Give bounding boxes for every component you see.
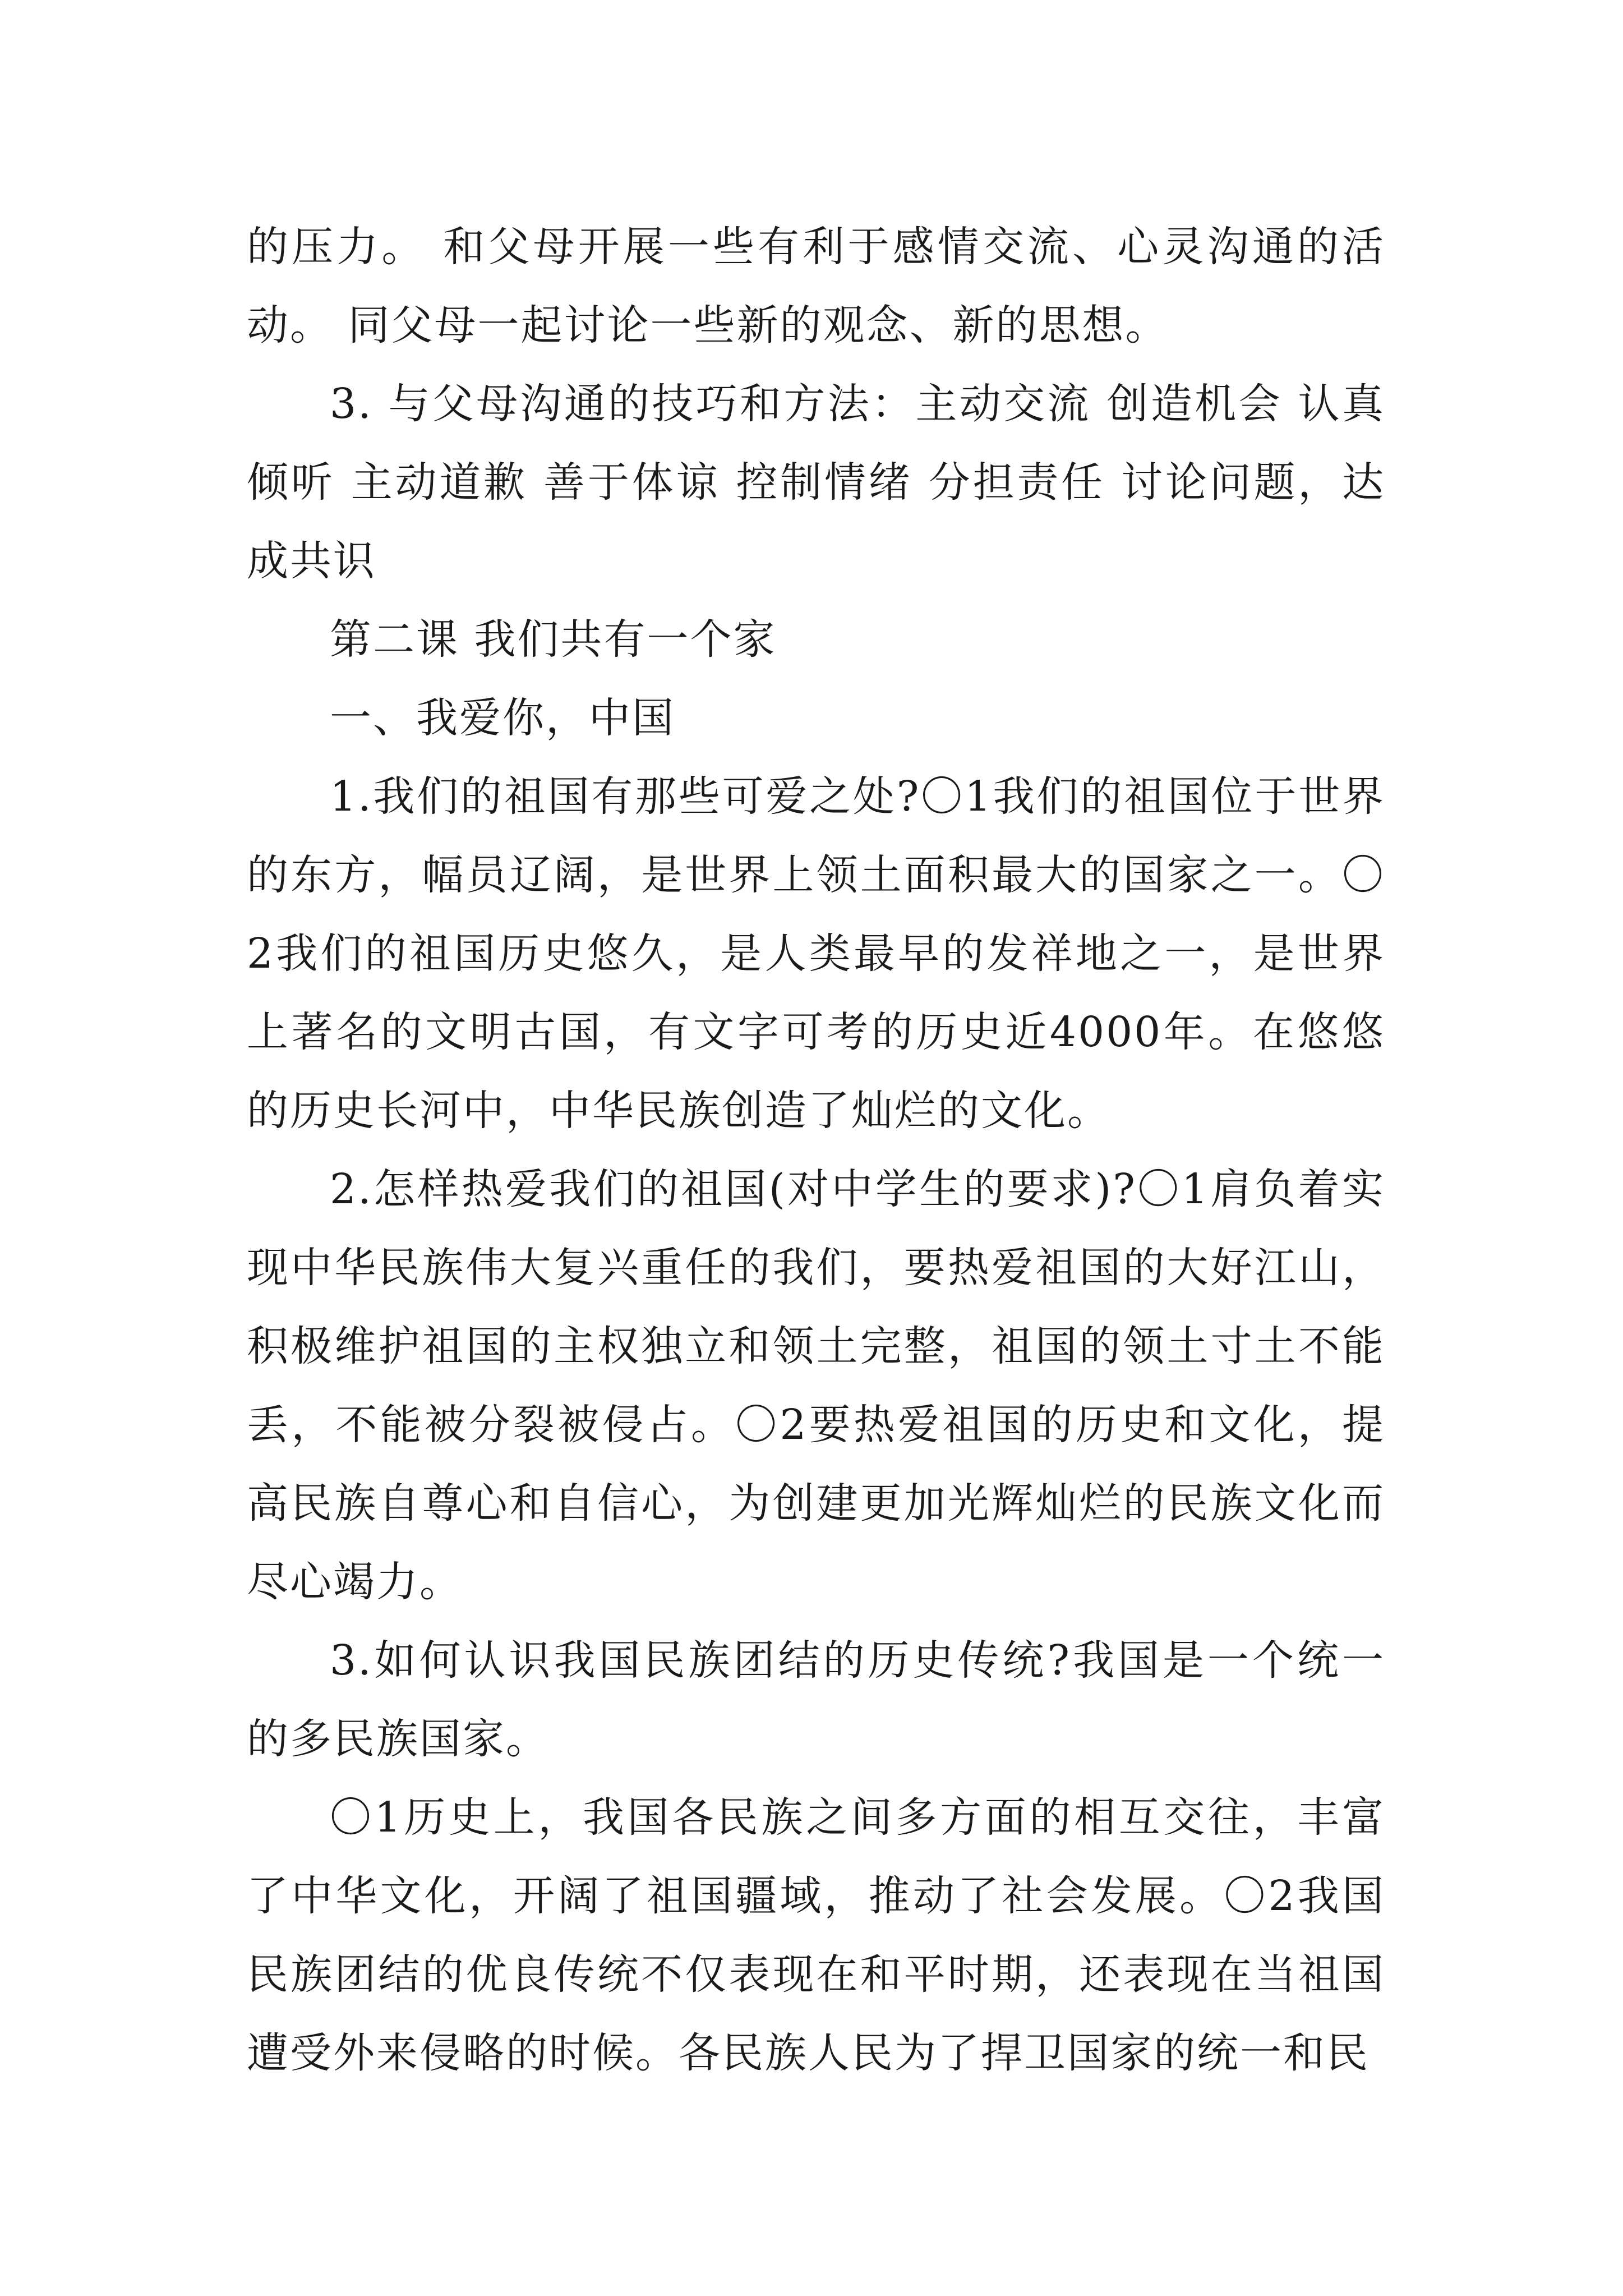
paragraph-ethnic-unity-question: 3.如何认识我国民族团结的历史传统?我国是一个统一的多民族国家。	[247, 1636, 1385, 1763]
paragraph-ethnic-unity-history: 〇1历史上，我国各民族之间多方面的相互交往，丰富了中华文化，开阔了祖国疆域，推动了社会发展。〇2我国民族团结的优良传统不仅表现在和平时期，还表现在当祖国遭受外来侵略的时候。各民族人民为了捍卫国家的统一和民	[247, 1793, 1385, 2077]
section-heading: 一、我爱你，中国	[330, 694, 675, 742]
document-body	[247, 208, 1385, 2092]
lesson-title: 第二课 我们共有一个家	[330, 615, 777, 664]
paragraph-love-motherland: 2.怎样热爱我们的祖国(对中学生的要求)?〇1肩负着实现中华民族伟大复兴重任的我们，要热爱祖国的大好江山，积极维护祖国的主权独立和领土完整，祖国的领土寸土不能丢，不能被分裂被侵占。〇2要热爱祖国的历史和文化，提高民族自尊心和自信心，为创建更加光辉灿烂的民族文化而尽心竭力。	[247, 1165, 1385, 1606]
paragraph-lovely-motherland: 1.我们的祖国有那些可爱之处?〇1我们的祖国位于世界的东方，幅员辽阔，是世界上领土面积最大的国家之一。〇2我们的祖国历史悠久，是人类最早的发祥地之一，是世界上著名的文明古国，有文字可考的历史近4000年。在悠悠的历史长河中，中华民族创造了灿烂的文化。	[247, 772, 1385, 1135]
paragraph-parent-activities: 的压力。 和父母开展一些有利于感情交流、心灵沟通的活动。 同父母一起讨论一些新的观念、新的思想。	[247, 223, 1385, 349]
paragraph-communication-skills: 3. 与父母沟通的技巧和方法：主动交流 创造机会 认真倾听 主动道歉 善于体谅 控制情绪 分担责任 讨论问题，达成共识	[247, 380, 1385, 585]
